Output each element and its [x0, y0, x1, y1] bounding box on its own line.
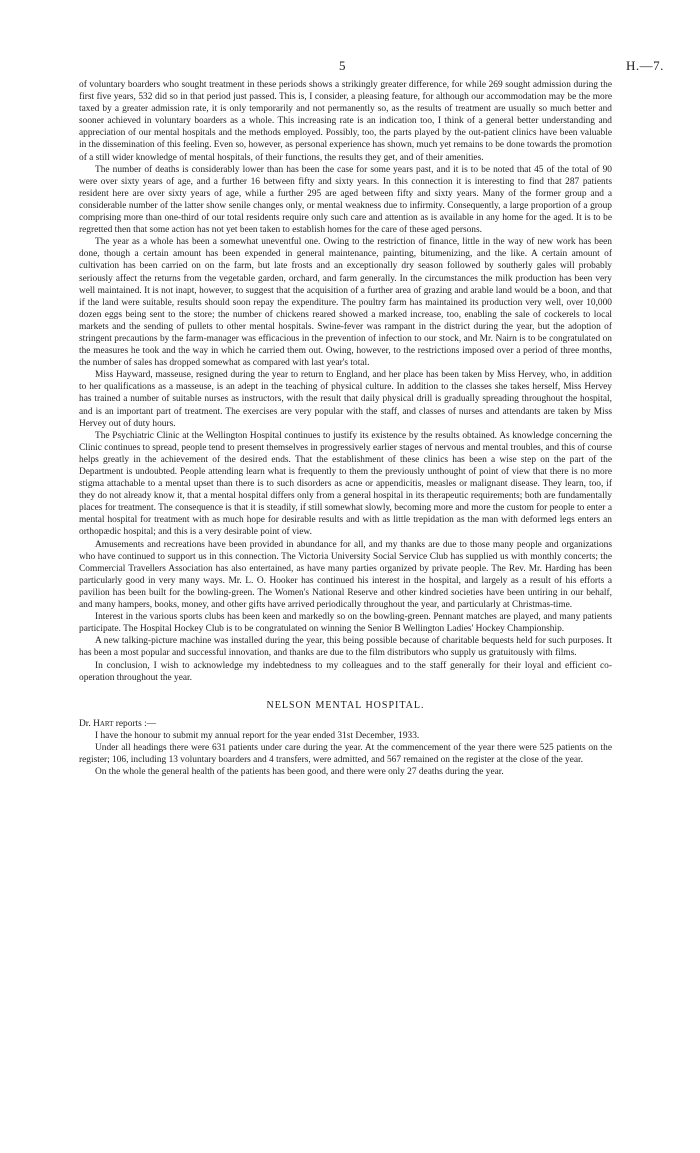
- paragraph-voluntary-boarders: of voluntary boarders who sought treatment in these periods shows a strikingly greater difference, for while 269 sought admission during the first five years, 532 did so in that period just passed. This is, I consider, a pleasing feature, for although our accommodation may be the more taxed by a greater admission rate, it is only temporarily and not permanently so, as the results of treatment are usually so much better and sooner achieved in voluntary boarders as a whole. This increasing rate is an indication too, I think of a general better understanding and appreciation of our mental hospitals and the methods employed. Possibly, too, the parts played by the out-patient clinics have been valuable in the dissemination of this feeling. Even so, however, as personal experience has shown, much yet remains to be done towards the promotion of a still wider knowledge of mental hospitals, of their functions, the results they get, and of their amenities.: [79, 80, 612, 163]
- reporter-suffix: reports :—: [113, 718, 157, 729]
- paragraph-masseuse: Miss Hayward, masseuse, resigned during the year to return to England, and her place has been taken by Miss Hervey, who, in addition to her qualifications as a masseuse, is an adept in the teaching of physical culture. In addition to the classes she takes herself, Miss Hervey has trained a number of suitable nurses as instructors, with the result that daily physical drill is gradually spreading throughout the hospital, and is an important part of treatment. The exercises are very popular with the staff, and classes of nurses and attendants are taken by Miss Hervey out of duty hours.: [79, 370, 612, 429]
- page-number: 5: [339, 58, 346, 73]
- paragraph-conclusion: In conclusion, I wish to acknowledge my indebtedness to my colleagues and to the staff generally for their loyal and efficient co-operation throughout the year.: [79, 660, 612, 683]
- paragraph-talking-picture: A new talking-picture machine was installed during the year, this being possible because of charitable bequests held for such purposes. It has been a most popular and successful innovation, and thanks are due to the film distributors who supply us gratuitously with films.: [79, 636, 612, 659]
- reporter-prefix: Dr.: [79, 718, 94, 729]
- paragraph-nelson-report: I have the honour to submit my annual report for the year ended 31st December, 1933.: [95, 730, 420, 741]
- paragraph-deaths: The number of deaths is considerably lower than has been the case for some years past, and it is to be noted that 45 of the total of 90 were over sixty years of age, and a further 16 between fifty and sixty years. In this connection it is interesting to find that 287 patients resident here are over sixty years of age, while a further 295 are aged between fifty and sixty years. Many of the former group and a considerable number of the latter show senile changes only, or mental weakness due to infirmity. Consequently, a large proportion of a group comprising more than one-third of our total residents require only such care and attention as is available in any home for the aged. It is to be regretted then that some action has not yet been taken to establish homes for the care of these aged persons.: [79, 164, 612, 236]
- reporter-line: [79, 718, 612, 730]
- section-title-nelson: NELSON MENTAL HOSPITAL.: [266, 699, 425, 711]
- page-header: [0, 58, 700, 74]
- document-reference: H.—7.: [626, 58, 664, 73]
- paragraph-nelson-patients: Under all headings there were 631 patients under care during the year. At the commencement of the year there were 525 patients on the register; 106, including 13 voluntary boarders and 4 transfers, were admitted, and 567 remained on the register at the close of the year.: [79, 742, 612, 765]
- paragraph-year-work: The year as a whole has been a somewhat uneventful one. Owing to the restriction of finance, little in the way of new work has been done, though a certain amount has been expended in general maintenance, painting, bitumenizing, and the like. A certain amount of cultivation has been carried on on the farm, but late frosts and an exceptionally dry season followed by southerly gales will probably seriously affect the returns from the vegetable garden, orchard, and farm generally. In the circumstances the milk production has been very well maintained. It is not inapt, however, to suggest that the acquisition of a further area of grazing and arable land would be a boon, and that if the land were suitable, results should soon repay the expenditure. The poultry farm has maintained its production very well, over 10,000 dozen eggs being sent to the store; the number of chickens reared showed a marked increase, too, enabling the sale of cockerels to local markets and the sending of pullets to other mental hospitals. Swine-fever was rampant in the district during the year, but the adoption of stringent precautions by the farm-manager was efficacious in the prevention of infection to our stock, and Mr. Nairn is to be congratulated on the measures he took and the way in which he carried them out. Owing, however, to the restrictions imposed over a period of three months, the number of sales has dropped somewhat as compared with last year's total.: [79, 237, 612, 369]
- paragraph-sports: Interest in the various sports clubs has been keen and markedly so on the bowling-green. Pennant matches are played, and many patients participate. The Hospital Hockey Club is to be congratulated on winning the Senior B Wellington Ladies' Hockey Championship.: [79, 612, 612, 635]
- reporter-name: Hart: [93, 718, 114, 729]
- paragraph-psychiatric-clinic: The Psychiatric Clinic at the Wellington Hospital continues to justify its existence by the results obtained. As knowledge concerning the Clinic continues to spread, people tend to present themselves in progressively earlier stages of nervous and mental troubles, and this of course helps greatly in the achievement of the desired ends. That the establishment of these clinics has been a wise step on the part of the Department is undoubted. People attending learn what is frequently to them the previously unthought of point of view that there is no more stigma attachable to a mental upset than there is to such disorders as acne or appendicitis, measles or malignant disease. They learn, too, if they do not already know it, that a mental hospital differs only from a general hospital in its therapeutic requirements; both are fundamentally places for treatment. The consequence is that it is steadily, if still somewhat slowly, becoming more and more the custom for people to enter a mental hospital for treatment with as much hope for desirable results and with as little trepidation as the man with deformed legs enters an orthopædic hospital; and this is a very desirable point of view.: [79, 430, 612, 538]
- report-body: [79, 79, 612, 778]
- paragraph-amusements: Amusements and recreations have been provided in abundance for all, and my thanks are due to those many people and organizations who have continued to support us in this connection. The Victoria University Social Service Club has supplied us with monthly concerts; the Commercial Travellers Association has also entertained, as have many parties organized by private people. The Rev. Mr. Harding has been particularly good in very many ways. Mr. L. O. Hooker has continued his interest in the hospital, and largely as a result of his efforts a pavilion has been built for the bowling-green. The Women's National Reserve and other kindred societies have been untiring in our behalf, and many hampers, books, money, and other gifts have arrived periodically throughout the year, and particularly at Christmas-time.: [79, 539, 612, 611]
- paragraph-nelson-health: On the whole the general health of the patients has been good, and there were only 27 deaths during the year.: [95, 767, 504, 778]
